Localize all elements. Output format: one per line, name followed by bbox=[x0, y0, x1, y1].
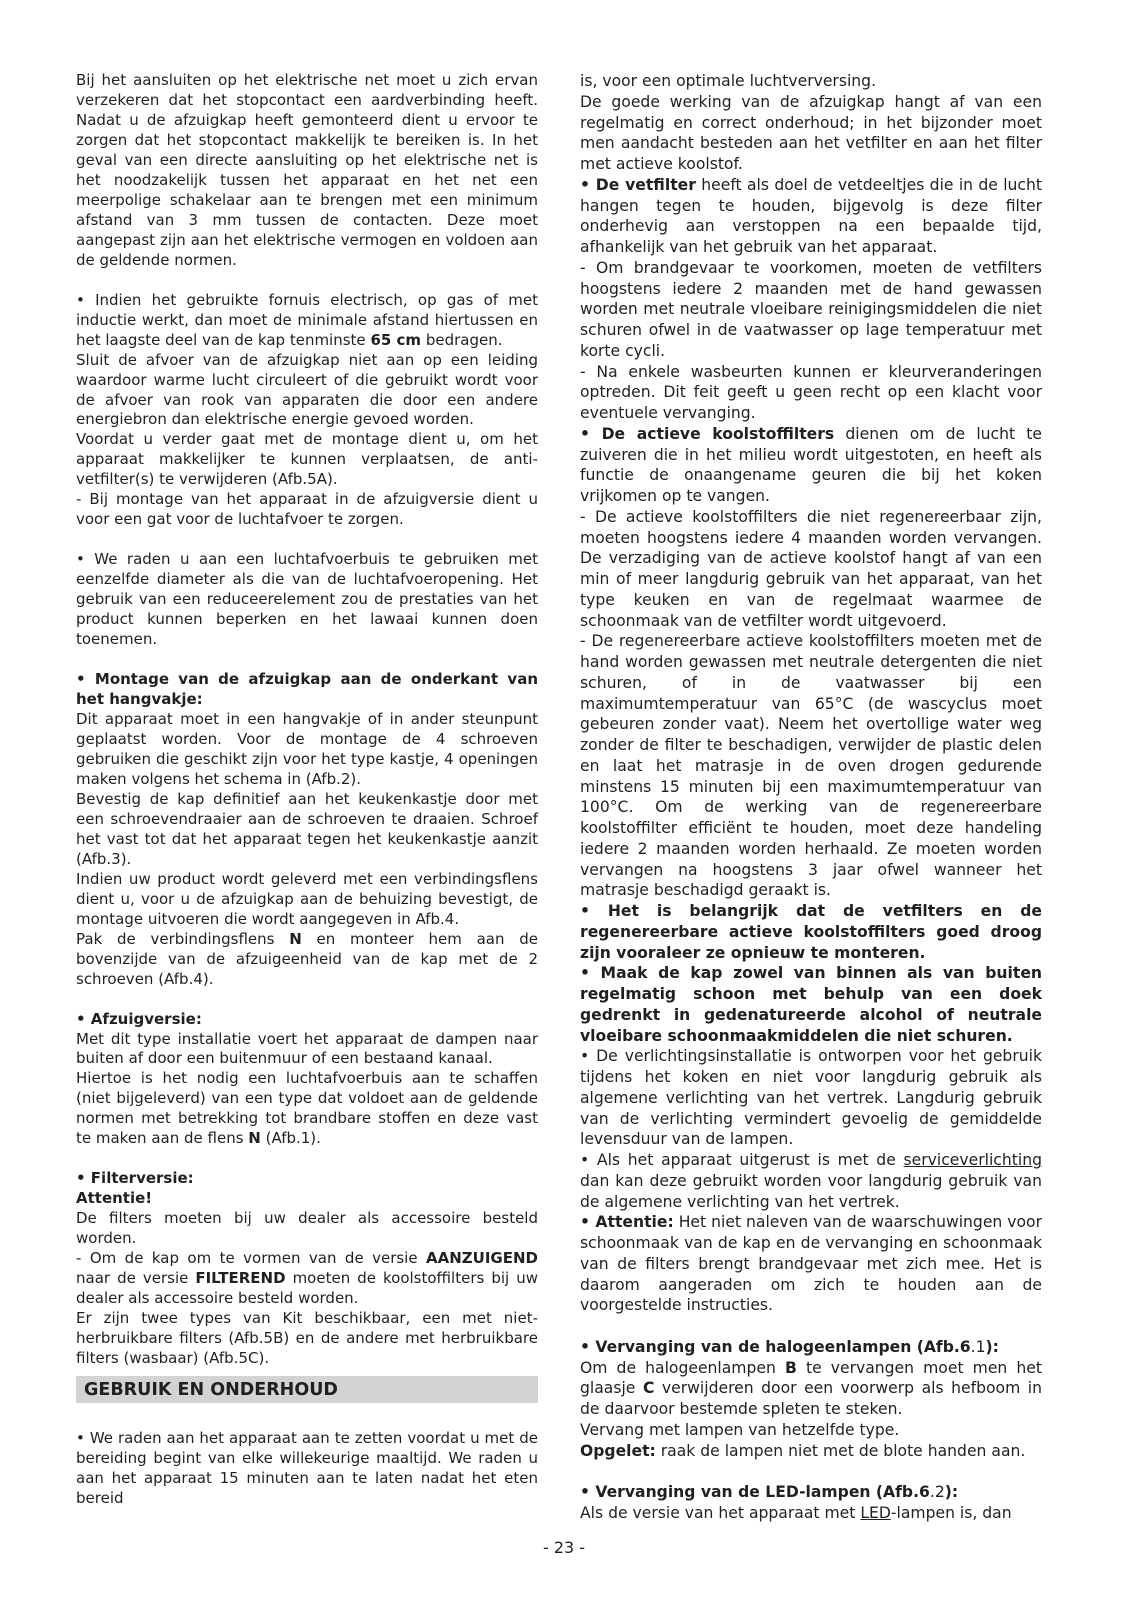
paragraph-carbon-filter: • De actieve koolstoffilters dienen om de lucht te zuiveren die in het milieu wordt uitgestoten, en heeft als functie de onaangename geuren die bij het koken vrijkomen op te vangen. bbox=[580, 424, 1042, 505]
paragraph-electrical-connection: Bij het aansluiten op het elektrische net moet u zich ervan verzekeren dat het stopcontact een aardverbinding heeft. Nadat u de afzuigkap heeft gemonteerd dient u ervoor te zorgen dat het stopcontact makkelijk te bereiken is. In het geval van een directe aansluiting op het elektrische net is het noodzakelijk tussen het apparaat en het net een meerpolige schakelaar aan te brengen met een minimum afstand van 3 mm tussen de contacten. Deze moet aangepast zijn aan het elektrische vermogen en voldoen aan de geldende normen. bbox=[76, 71, 538, 269]
paragraph-filter-1: De filters moeten bij uw dealer als accessoire besteld worden. bbox=[76, 1209, 538, 1248]
paragraph-halogen: Om de halogeenlampen B te vervangen moet men het glaasje C verwijderen door een voorwerp als hefboom in de daarvoor bestemde spleten te steken. bbox=[580, 1358, 1043, 1418]
paragraph-lighting: • De verlichtingsinstallatie is ontworpen voor het gebruik tijdens het koken en niet voor langdurig gebruik als algemene verlichting van het vertrek. Langdurig gebruik van de verlichting vermindert gevoelig de gemiddelde levensduur van de lampen. bbox=[580, 1047, 1042, 1149]
heading-halogen: • Vervanging van de halogeenlampen (Afb.6.1): bbox=[580, 1337, 999, 1356]
spacer bbox=[76, 1149, 538, 1169]
spacer bbox=[76, 530, 538, 550]
spacer bbox=[76, 990, 538, 1010]
paragraph-attention: • Attentie: Het niet naleven van de waarschuwingen voor schoonmaak van de kap en de vervanging en schoonmaak van de filters brengt brandgevaar met zich mee. Het is daarom aangeraden om zich te houden aan de voorgestelde instructies. bbox=[580, 1213, 1042, 1315]
paragraph-cleaning: • Maak de kap zowel van binnen als van buiten regelmatig schoon met behulp van een doek gedrenkt in gedenatureerde alcohol of neutrale vloeibare schoonmaakmiddelen die niet schuren. bbox=[580, 964, 1042, 1045]
paragraph-caution: Opgelet: raak de lampen niet met de blote handen aan. bbox=[580, 1441, 1026, 1460]
paragraph-grease-filter-wash: - Om brandgevaar te voorkomen, moeten de vetfilters hoogstens iedere 2 maanden met de hand gewassen worden met neutrale vloeibare reinigingsmiddelen die niet schuren ofwel in de vaatwasser op lage temperatuur met korte cycli. bbox=[580, 258, 1042, 360]
heading-montage: • Montage van de afzuigkap aan de onderkant van het hangvakje: bbox=[76, 670, 538, 709]
spacer bbox=[580, 1316, 1042, 1337]
paragraph-grease-filter-color: - Na enkele wasbeurten kunnen er kleurveranderingen optreden. Dit feit geeft u geen recht op een klacht voor eventuele vervanging. bbox=[580, 362, 1042, 422]
paragraph-montage-3: Indien uw product wordt geleverd met een verbindingsflens dient u, voor u de afzuigkap aan de behuizing bevestigt, de montage uitvoeren die wordt aangegeven in Afb.4. bbox=[76, 869, 538, 928]
paragraph-dry-filters: • Het is belangrijk dat de vetfilters en de regenereerbare actieve koolstoffilters goed droog zijn vooraleer ze opnieuw te monteren. bbox=[580, 902, 1042, 962]
heading-led: • Vervanging van de LED-lampen (Afb.6.2): bbox=[580, 1483, 959, 1501]
spacer bbox=[76, 1409, 538, 1429]
paragraph-continuation: is, voor een optimale luchtverversing. bbox=[580, 72, 877, 90]
paragraph-carbon-filter-regenerable: - De regenereerbare actieve koolstoffilters moeten met de hand worden gewassen met neutrale detergenten die niet schuren, of in de vaatwasser bij een maximumtemperatuur van 65°C (de wascyclus moet gebeuren zonder vaat). Neem het overtollige water weg zonder de filter te beschadigen, verwijder de plastic delen en laat het matrasje in de oven drogen gedurende minstens 15 minuten bij een maximumtemperatuur van 100°C. Om de werking van de regenereerbare koolstoffilter efficiënt te houden, moet deze handeling iedere 2 maanden worden herhaald. Ze moeten worden vervangen na hoogstens 3 jaar ofwel wanneer het matrasje beschadigd geraakt is. bbox=[580, 632, 1042, 900]
heading-filterversie: • Filterversie: bbox=[76, 1169, 194, 1188]
paragraph-led: Als de versie van het apparaat met LED-lampen is, dan bbox=[580, 1503, 1012, 1522]
left-column bbox=[76, 71, 538, 1509]
paragraph-exhaust-pipe: • We raden u aan een luchtafvoerbuis te gebruiken met eenzelfde diameter als die van de luchtafvoeropening. Het gebruik van een reduceerelement zou de prestaties van het product kunnen beperken en het lawaai kunnen doen toenemen. bbox=[76, 550, 538, 649]
spacer bbox=[580, 1461, 1042, 1482]
heading-afzuigversie: • Afzuigversie: bbox=[76, 1009, 202, 1028]
paragraph-air-outlet-hole: - Bij montage van het apparaat in de afzuigversie dient u voor een gat voor de luchtafvoer te zorgen. bbox=[76, 490, 538, 529]
spacer bbox=[76, 650, 538, 670]
paragraph-halogen-2: Vervang met lampen van hetzelfde type. bbox=[580, 1420, 900, 1439]
paragraph-grease-filter: • De vetfilter heeft als doel de vetdeeltjes die in de lucht hangen tegen te houden, bijgevolg is deze filter onderhevig aan verstoppen na een bepaalde tijd, afhankelijk van het gebruik van het apparaat. bbox=[580, 175, 1042, 256]
paragraph-remove-filters: Voordat u verder gaat met de montage dient u, om het apparaat makkelijker te kunnen verplaatsen, de anti-vetfilter(s) te verwijderen (Afb.5A). bbox=[76, 430, 538, 489]
right-column bbox=[580, 71, 1042, 1524]
paragraph-filter-3: Er zijn twee types van Kit beschikbaar, een met niet-herbruikbare filters (Afb.5B) en de andere met herbruikbare filters (wasbaar) (Afb.5C). bbox=[76, 1309, 538, 1367]
heading-attentie: Attentie! bbox=[76, 1189, 153, 1208]
paragraph-usage: • We raden aan het apparaat aan te zetten voordat u met de bereiding begint van elke willekeurige maaltijd. We raden u aan het apparaat 15 minuten aan te laten nadat het eten bereid bbox=[76, 1428, 538, 1507]
paragraph-filter-2: - Om de kap om te vormen van de versie AANZUIGEND naar de versie FILTEREND moeten de koolstoffilters bij uw dealer als accessoire besteld worden. bbox=[76, 1249, 538, 1308]
paragraph-carbon-filter-replace: - De actieve koolstoffilters die niet regenereerbaar zijn, moeten hoogstens iedere 4 maanden worden vervangen. De verzadiging van de actieve koolstof hangt af van een min of meer langdurig gebruik van het apparaat, van het type keuken en van de regelmaat waarmee de schoonmaak van de vetfilter wordt uitgevoerd. bbox=[580, 507, 1042, 630]
paragraph-outlet-warning: Sluit de afvoer van de afzuigkap niet aan op een leiding waardoor warme lucht circuleert of die gebruikt wordt voor de afvoer van rook van apparaten die door een andere energiebron dan elektrische energie gevoed worden. bbox=[76, 350, 538, 429]
section-heading: GEBRUIK EN ONDERHOUD bbox=[76, 1376, 538, 1403]
spacer bbox=[76, 271, 538, 291]
paragraph-maintenance: De goede werking van de afzuigkap hangt af van een regelmatig en correct onderhoud; in het bijzonder moet men aandacht besteden aan het vetfilter en aan het filter met actieve koolstof. bbox=[580, 92, 1042, 173]
paragraph-afzuig-1: Met dit type installatie voert het apparaat de dampen naar buiten af door een buitenmuur of een bestaand kanaal. bbox=[76, 1029, 538, 1068]
page-number: - 23 - bbox=[542, 1538, 586, 1557]
paragraph-montage-2: Bevestig de kap definitief aan het keukenkastje door met een schroevendraaier aan de schroeven te draaien. Schroef het vast tot dat het apparaat tegen het keukenkastje aanzit (Afb.3). bbox=[76, 789, 538, 868]
paragraph-afzuig-2: Hiertoe is het nodig een luchtafvoerbuis aan te schaffen (niet bijgeleverd) van een type dat voldoet aan de geldende normen met betrekking tot brandbare stoffen en deze vast te maken aan de flens N (Afb.1). bbox=[76, 1069, 538, 1148]
paragraph-montage-4: Pak de verbindingsflens N en monteer hem aan de bovenzijde van de afzuigeenheid van de kap met de 2 schroeven (Afb.4). bbox=[76, 929, 538, 988]
paragraph-service-lighting: • Als het apparaat uitgerust is met de serviceverlichting dan kan deze gebruikt worden voor langdurig gebruik van de algemene verlichting van het vertrek. bbox=[580, 1151, 1042, 1211]
paragraph-montage-1: Dit apparaat moet in een hangvakje of in ander steunpunt geplaatst worden. Voor de montage de 4 schroeven gebruiken die geschikt zijn voor het type kastje, 4 openingen maken volgens het schema in (Afb.2). bbox=[76, 710, 538, 788]
paragraph-minimum-distance: • Indien het gebruikte fornuis electrisch, op gas of met inductie werkt, dan moet de minimale afstand hiertussen en het laagste deel van de kap tenminste 65 cm bedragen. bbox=[76, 290, 538, 349]
